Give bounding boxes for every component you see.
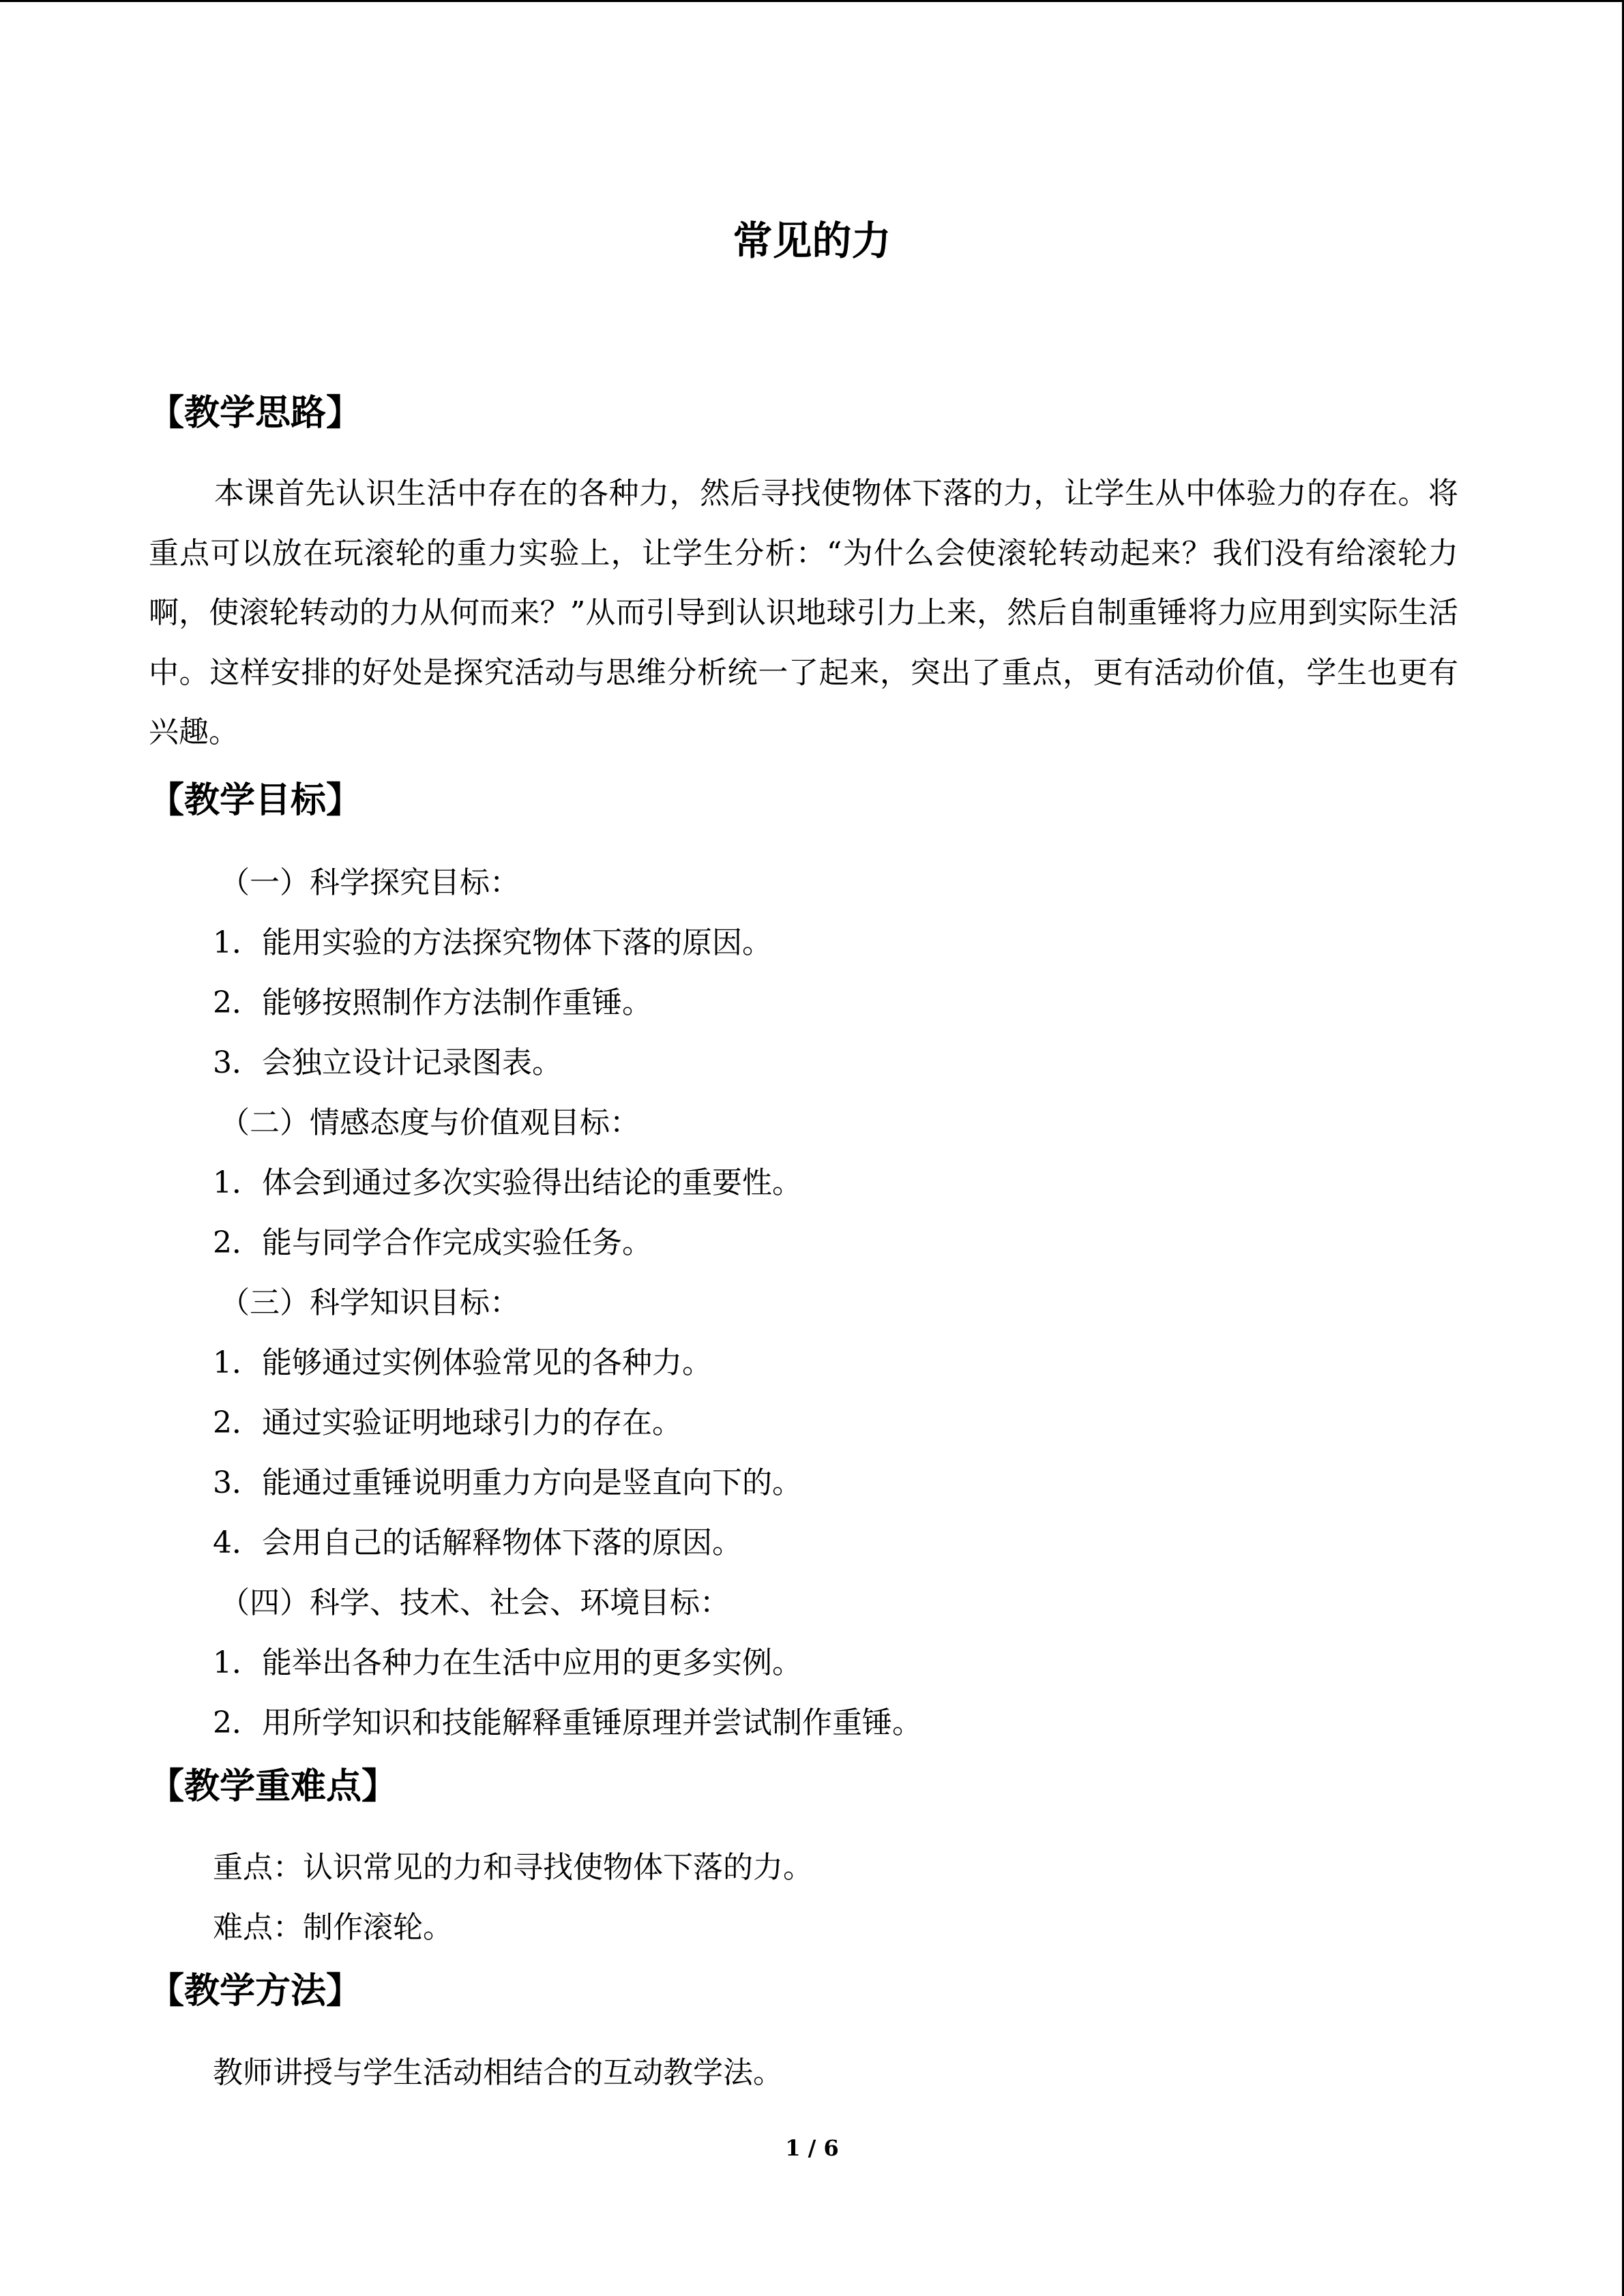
goal-line: （二）情感态度与价值观目标： [220,1105,640,1140]
goal-line: （三）科学知识目标： [220,1285,520,1320]
section-heading-key-points: 【教学重难点】 [149,1766,398,1807]
goal-line: 1．能举出各种力在生活中应用的更多实例。 [213,1645,802,1680]
goal-line: 4．会用自己的话解释物体下落的原因。 [213,1525,742,1560]
section-heading-methods: 【教学方法】 [149,1971,362,2012]
section-heading-goals: 【教学目标】 [149,780,362,821]
goal-line: （四）科学、技术、社会、环境目标： [220,1585,730,1620]
key-point-line: 难点：制作滚轮。 [213,1910,453,1945]
goal-line: 2．能够按照制作方法制作重锤。 [213,985,652,1020]
method-line: 教师讲授与学生活动相结合的互动教学法。 [213,2055,783,2090]
goal-line: 3．会独立设计记录图表。 [213,1045,562,1080]
goal-line: 2．用所学知识和技能解释重锤原理并尝试制作重锤。 [213,1705,922,1740]
thinking-paragraph: 本课首先认识生活中存在的各种力，然后寻找使物体下落的力，让学生从中体验力的存在。将重点可以放在玩滚轮的重力实验上，让学生分析：“为什么会使滚轮转动起来？我们没有给滚轮力啊，使滚轮转动的力从何而来？”从而引导到认识地球引力上来，然后自制重锤将力应用到实际生活中。这样安排的好处是探究活动与思维分析统一了起来，突出了重点，更有活动价值，学生也更有兴趣。 [149,476,1458,749]
goal-line: 2．能与同学合作完成实验任务。 [213,1225,652,1260]
goal-line: 3．能通过重锤说明重力方向是竖直向下的。 [213,1465,802,1500]
goal-line: 1．体会到通过多次实验得出结论的重要性。 [213,1165,802,1200]
key-point-line: 重点：认识常见的力和寻找使物体下落的力。 [213,1850,813,1885]
goal-line: 1．能用实验的方法探究物体下落的原因。 [213,925,772,960]
section-heading-thinking: 【教学思路】 [149,393,362,434]
goal-line: 1．能够通过实例体验常见的各种力。 [213,1345,712,1380]
page-number: 1 / 6 [785,2135,839,2161]
goal-line: （一）科学探究目标： [220,865,520,900]
goal-line: 2．通过实验证明地球引力的存在。 [213,1405,682,1440]
page-title: 常见的力 [733,218,891,264]
